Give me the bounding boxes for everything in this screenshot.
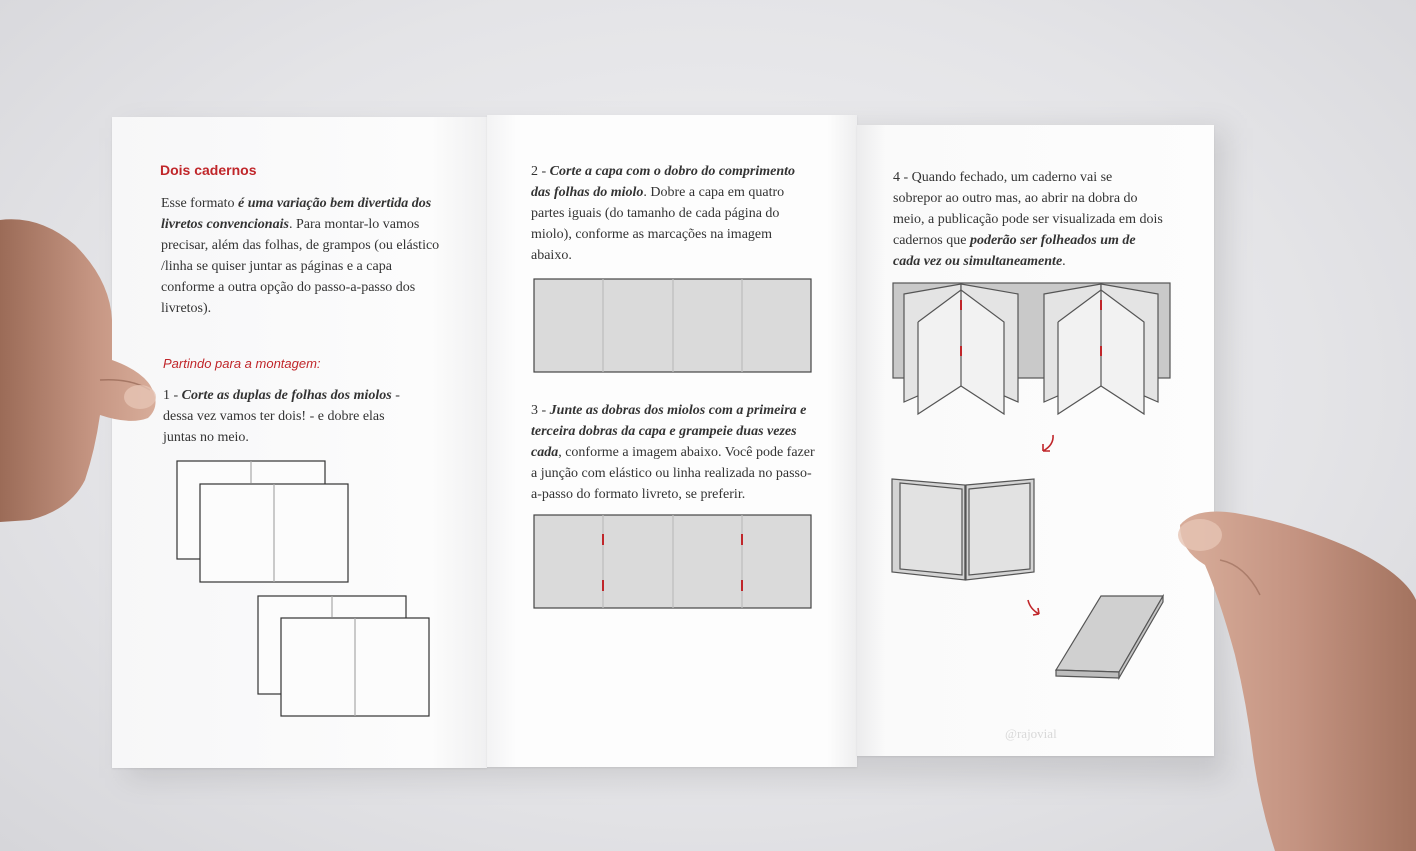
step-4-text <box>893 167 1163 272</box>
intro-text-pre: Esse formato <box>161 196 238 211</box>
right-hand-icon <box>1165 505 1416 851</box>
step-2-text <box>531 161 806 266</box>
step-2-number: 2 - <box>531 164 550 179</box>
stapled-cover-illustration <box>533 514 813 610</box>
step-4-emphasis: poderão ser folheados um de cada vez ou simultaneamente <box>893 233 1136 269</box>
section-title: Dois cadernos <box>160 162 257 178</box>
step-3-emphasis: Junte as dobras dos miolos com a primeira e terceira dobras da capa e grampeie duas vezes cada <box>531 403 807 460</box>
open-booklet-illustration <box>892 282 1172 417</box>
assembly-subtitle: Partindo para a montagem: <box>163 356 321 371</box>
step-3-post: , conforme a imagem abaixo. Você pode fazer a junção com elástico ou linha realizada no passo-a-passo do formato livreto, se preferir. <box>531 445 815 502</box>
cover-fold-illustration <box>533 278 813 374</box>
author-credit: @rajovial <box>1005 726 1057 741</box>
folded-sheets-illustration <box>172 457 432 722</box>
closed-cadernos-illustration <box>890 477 1040 583</box>
arrow-down-right-icon <box>1025 597 1049 621</box>
step-4-post: . <box>1062 254 1066 269</box>
right-page <box>857 125 1214 756</box>
intro-text-emphasis: é uma variação bem divertida dos livretos convencionais <box>161 196 432 232</box>
step-2-emphasis: Corte a capa com o dobro do comprimento das folhas do miolo <box>531 164 796 200</box>
step-1-post: - dessa vez vamos ter dois! - e dobre elas juntas no meio. <box>163 388 400 445</box>
step-2-post: . Dobre a capa em quatro partes iguais (do tamanho de cada página do miolo), conforme as marcações na imagem abaixo. <box>531 185 785 263</box>
step-3-text <box>531 400 816 505</box>
intro-paragraph <box>161 193 446 319</box>
left-hand-icon <box>0 210 170 530</box>
intro-text-post: . Para montar-lo vamos precisar, além das folhas, de grampos (ou elástico /linha se quiser juntar as páginas e a capa conforme a outra opção do passo-a-passo dos livretos). <box>161 217 440 316</box>
middle-page <box>487 115 857 767</box>
arrow-down-left-icon <box>1037 433 1061 457</box>
step-3-number: 3 - <box>531 403 550 418</box>
step-4-pre: 4 - Quando fechado, um caderno vai se sobrepor ao outro mas, ao abrir na dobra do meio, a publicação pode ser visualizada em dois cadernos que <box>893 170 1163 248</box>
step-1-emphasis: Corte as duplas de folhas dos miolos <box>181 388 392 403</box>
closed-booklet-illustration <box>1053 592 1168 682</box>
step-1-text <box>163 385 413 448</box>
step-1-number: 1 - <box>163 388 182 403</box>
